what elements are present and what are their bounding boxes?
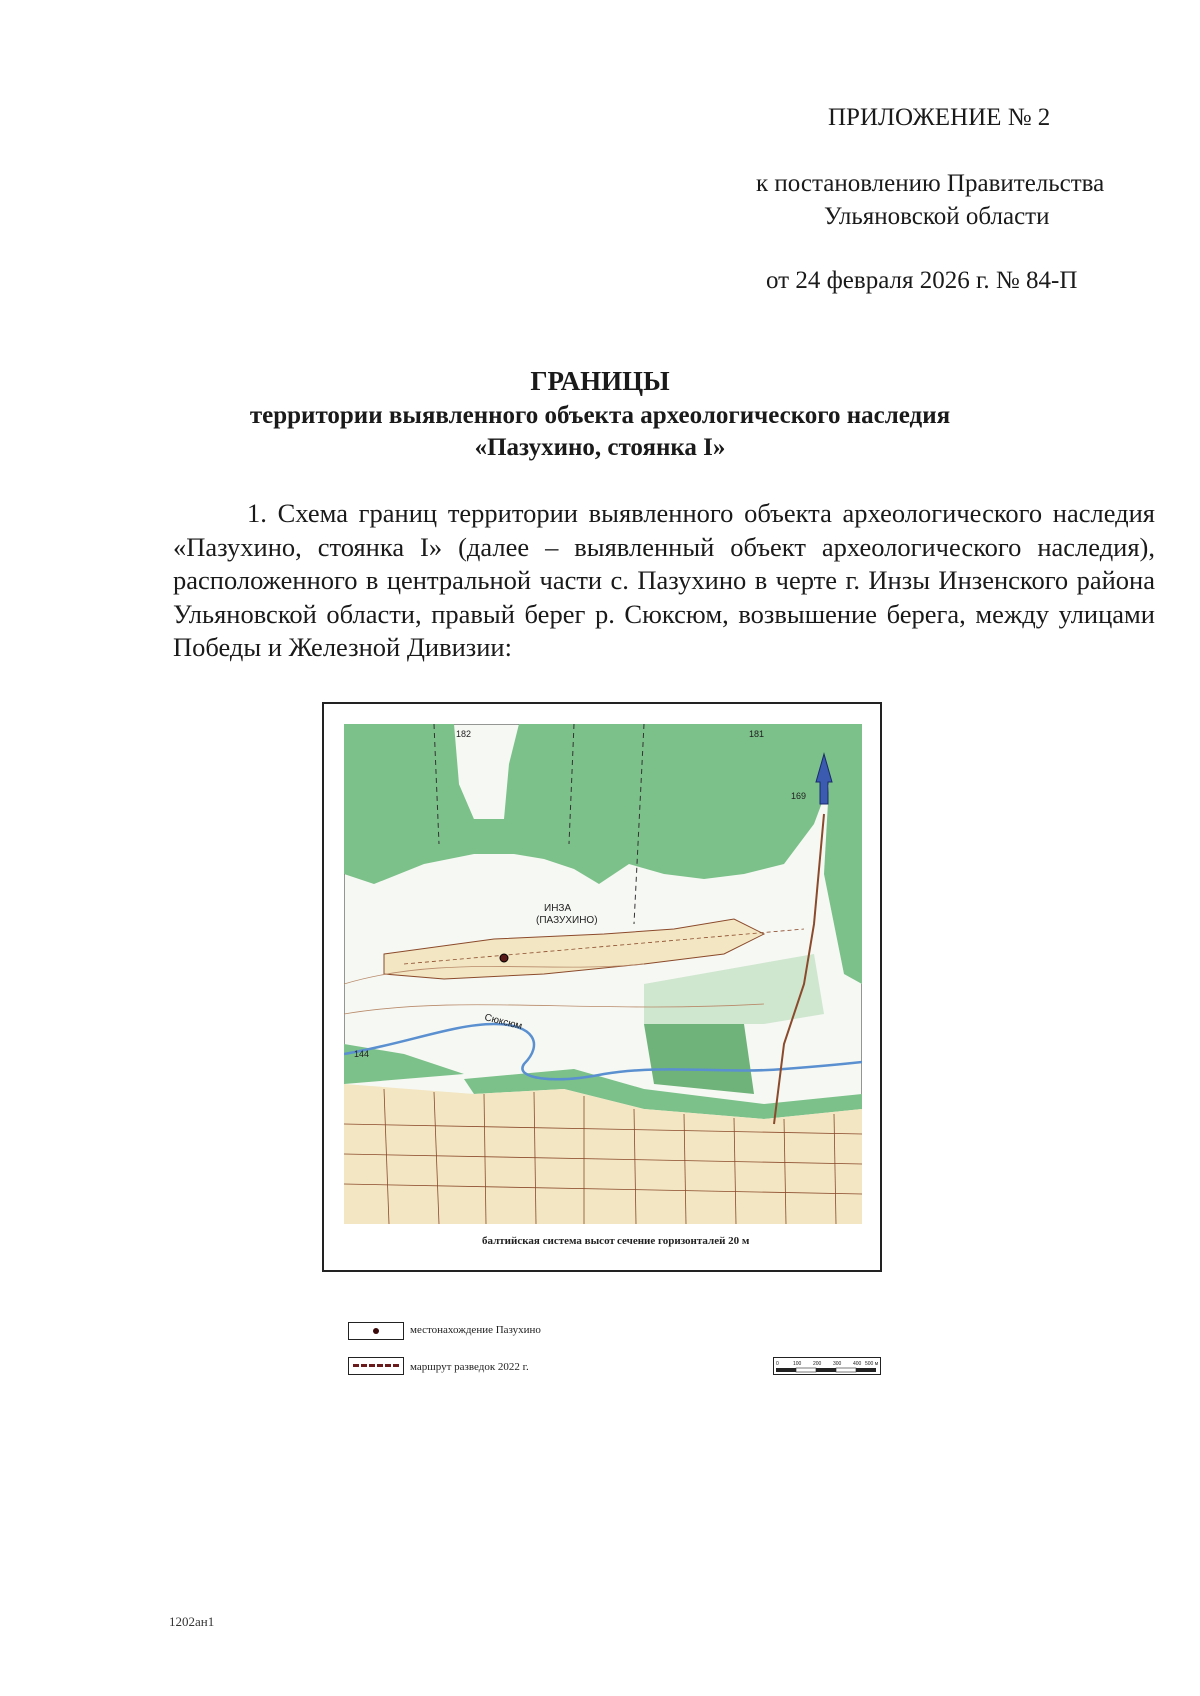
height-label-169: 169 (791, 791, 807, 801)
legend-route-label: маршрут разведок 2022 г. (410, 1361, 529, 1373)
decree-reference: к постановлению Правительства (756, 170, 1105, 197)
scale-segment (856, 1368, 876, 1372)
appendix-number: ПРИЛОЖЕНИЕ № 2 (828, 104, 1051, 131)
topographic-map (344, 724, 862, 1224)
caption-heights: балтийская система высот (482, 1235, 615, 1247)
document-code: 1202ан1 (169, 1614, 215, 1629)
map-frame (322, 702, 882, 1272)
river-label-syuksyum: Сюксюм (483, 1012, 524, 1033)
legend-site-symbol (348, 1322, 404, 1340)
height-label-182: 182 (456, 729, 472, 739)
legend-route-symbol (348, 1357, 404, 1375)
site-marker-pazukhino (500, 954, 508, 962)
title-subtitle: территории выявленного объекта археологического наследия (249, 402, 951, 429)
forest-patch-middle (644, 1024, 754, 1094)
title-object-name: «Пазухино, стоянка I» (474, 434, 726, 461)
scale-segment (816, 1368, 836, 1372)
town-label-inza: ИНЗА (544, 903, 572, 914)
scale-tick-400: 400 (853, 1361, 862, 1367)
decree-date-number: от 24 февраля 2026 г. № 84-П (766, 267, 1078, 294)
scale-segment (836, 1368, 856, 1372)
scale-segment (796, 1368, 816, 1372)
scale-bar (773, 1357, 881, 1375)
forest-north (344, 724, 862, 884)
scale-tick-100: 100 (793, 1361, 802, 1367)
scale-tick-300: 300 (833, 1361, 842, 1367)
route-line-icon (353, 1364, 399, 1367)
scale-tick-500: 500 м (865, 1361, 879, 1367)
site-dot-icon (373, 1328, 379, 1334)
caption-contours: сечение горизонталей 20 м (617, 1235, 750, 1247)
region-name: Ульяновской области (824, 203, 1050, 230)
scale-segment (776, 1368, 796, 1372)
scale-tick-200: 200 (813, 1361, 822, 1367)
paragraph-text: 1. Схема границ территории выявленного объекта археологического наследия «Пазухино, стоянка I» (далее – выявленный объект археологического наследия), расположенного в центральной части с. Пазухино в черте г. Инзы Инзенского района Ульяновской области, правый берег р. Сюксюм, возвышение берега, между улицами Победы и Железной Дивизии: (173, 498, 1155, 662)
legend-site-label: местонахождение Пазухино (410, 1324, 541, 1336)
height-label-181: 181 (749, 729, 765, 739)
page-title: ГРАНИЦЫ (530, 366, 670, 396)
scale-tick-0: 0 (776, 1361, 779, 1367)
height-label-144: 144 (354, 1049, 370, 1059)
description-paragraph (173, 497, 1155, 665)
town-label-pazukhino: (ПАЗУХИНО) (536, 915, 598, 926)
